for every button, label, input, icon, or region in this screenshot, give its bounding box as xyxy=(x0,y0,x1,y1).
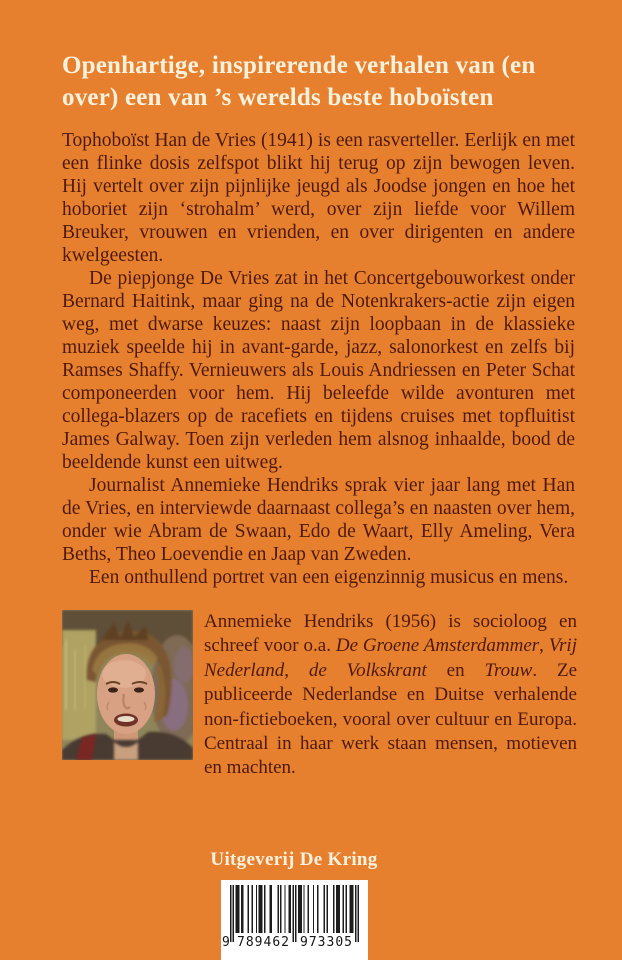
isbn-barcode xyxy=(221,880,368,960)
synopsis-paragraph-2: De piepjonge De Vries zat in het Concertgebouworkest onder Bernard Haitink, maar ging na de Notenkrakers-actie zijn eigen weg, met dwarse keuzes: naast zijn loopbaan in de klassieke muziek speelde hij in avant-garde, jazz, salonorkest en zelfs bij Ramses Shaffy. Vernieuwers als Louis Andriessen en Peter Schat componeerden voor hem. Hij beleefde wilde avonturen met collega-blazers op de racefiets en tijdens cruises met topfluitist James Galway. Toen zijn verleden hem alsnog inhaalde, bood de beeldende kunst een uitweg. xyxy=(62,268,575,473)
bio-text: , xyxy=(539,635,549,657)
publisher-imprint: Uitgeverij De Kring xyxy=(210,849,378,870)
synopsis-paragraph-4: Een onthullend portret van een eigenzinnig musicus en mens. xyxy=(89,567,569,588)
synopsis xyxy=(62,129,575,589)
headline: Openhartige, inspirerende verhalen van (en over) een van ’s werelds beste hoboïsten xyxy=(62,52,536,111)
barcode-bars xyxy=(230,885,359,942)
bio-publication-title: Vrij Nederland xyxy=(204,635,577,681)
bio-text: , xyxy=(284,659,309,681)
synopsis-paragraph-3: Journalist Annemieke Hendriks sprak vier jaar lang met Han de Vries, en interviewde daarnaast collega’s en naasten over hem, onder wie Abram de Swaan, Edo de Waart, Elly Ameling, Vera Beths, Theo Loevendie en Jaap van Zweden. xyxy=(62,475,575,565)
barcode-digit-lead: 9 xyxy=(222,935,230,950)
bio-publication-title: Trouw xyxy=(484,659,533,681)
barcode-digits-left: 789462 xyxy=(237,935,290,950)
bio-text: en xyxy=(426,659,485,681)
bio-text: . Ze publiceerde Nederlandse en Duitse verhalende non-fictieboeken, vooral over cultuur en Europa. Centraal in haar werk staan mensen, motieven en machten. xyxy=(204,659,577,779)
synopsis-paragraph-1: Tophoboïst Han de Vries (1941) is een rasverteller. Eerlijk en met een flinke dosis zelfspot blikt hij terug op zijn bewogen leven. Hij vertelt over zijn pijnlijke jeugd als Joodse jongen en hoe het hoboriet zijn ‘strohalm’ werd, over zijn liefde voor Willem Breuker, vrouwen en vrienden, en over dirigenten en andere kwelgeesten. xyxy=(62,130,575,266)
bio-publication-title: De Groene Amsterdammer xyxy=(335,635,540,657)
barcode-digits-right: 973305 xyxy=(300,935,353,950)
author-photo xyxy=(62,610,193,760)
author-bio xyxy=(204,610,577,781)
bio-publication-title: de Volkskrant xyxy=(308,659,427,681)
author-section xyxy=(62,610,577,781)
bio-text: Annemieke Hendriks (1956) is socioloog en schreef voor o.a. xyxy=(204,611,577,657)
